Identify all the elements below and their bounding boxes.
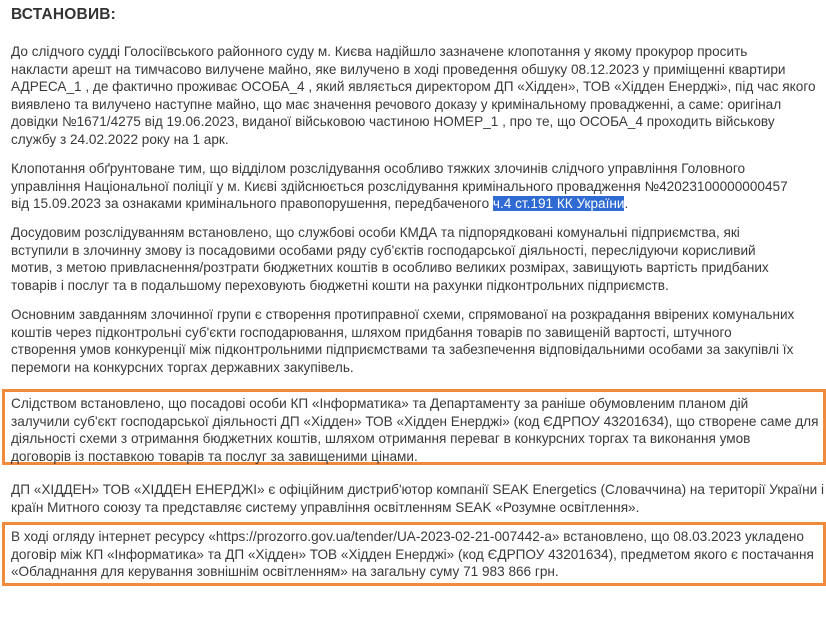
paragraph-4 bbox=[11, 306, 826, 376]
paragraph-1 bbox=[11, 43, 826, 148]
paragraph-line: залучили суб'єкт господарської діяльності ДП «Хідден» ТОВ «Хідден Енерджі» (код ЄДРПОУ 43201634), що створене саме для bbox=[11, 413, 819, 429]
paragraph-line: виявлено та вилучено наступне майно, що має значення речового доказу у кримінальному провадженні, а саме: оригінал bbox=[11, 96, 782, 112]
paragraph-line: Клопотання обґрунтоване тим, що відділом розслідування особливо тяжких злочинів слідчого управління Головного bbox=[11, 161, 746, 176]
paragraph-7 bbox=[11, 528, 826, 581]
paragraph-line: АДРЕСА_1 , де фактично проживає ОСОБА_4 , який являється директором ДП «Хідден», ТОВ «Хідден Енерджі», під час якого bbox=[11, 79, 816, 94]
paragraph-line: вступили в злочинну змову із посадовими особами ряду суб'єктів господарської діяльності, переслідуючи корисливий bbox=[11, 242, 756, 258]
paragraph-line: діяльності схеми з отримання бюджетних коштів, шляхом отримання переваг в конкурсних торгах та виконання умов bbox=[11, 431, 751, 446]
paragraph-line: службу з 24.02.2022 року на 1 арк. bbox=[11, 131, 229, 147]
paragraph-line: «Обладнання для керування зовнішнім освітленням» на загальну суму 71 983 866 грн. bbox=[11, 564, 559, 579]
paragraph-line: Основним завданням злочинної групи є створення протиправної схеми, спрямованої на розкрадання ввірених комунальних bbox=[11, 307, 795, 322]
paragraph-line: країн Митного союзу та представляє систему управління освітленням SEAK «Розумне освітлення». bbox=[11, 499, 640, 515]
paragraph-line: товарів і послуг та в подальшому переховують бюджетні кошти на рахунки підконтрольних підприємств. bbox=[11, 277, 669, 293]
paragraph-6 bbox=[11, 481, 826, 516]
paragraph-line-with-selection bbox=[11, 195, 826, 213]
paragraph-line: Слідством встановлено, що посадові особи КП «Інформатика» та Департаменту за раніше обумовленим планом дій bbox=[11, 396, 749, 411]
paragraph-line: накласти арешт на тимчасово вилучене майно, яке вилучено в ході проведення обшуку 08.12.2023 у приміщенні квартири bbox=[11, 61, 786, 77]
line-text: від 15.09.2023 за ознаками кримінального правопорушення, передбаченого bbox=[11, 196, 493, 211]
paragraph-line: До слідчого судді Голосіївського районного суду м. Києва надійшло зазначене клопотання у якому прокурор просить bbox=[11, 44, 748, 59]
paragraph-line: перемоги на конкурсних торгах державних закупівель. bbox=[11, 359, 354, 375]
paragraph-line: управління Національної поліції у м. Києві здійснюється розслідування кримінального провадження №42023100000000457 bbox=[11, 178, 788, 194]
paragraph-2 bbox=[11, 160, 826, 213]
paragraph-line: Досудовим розслідуванням встановлено, що службові особи КМДА та підпорядковані комунальні підприємства, які bbox=[11, 225, 740, 240]
paragraph-3 bbox=[11, 224, 826, 294]
paragraph-line: створення умов конкуренції між підконтрольними підприємствами та забезпечення відповідальними особами за закупівлі їх bbox=[11, 342, 794, 357]
paragraph-line: договорів із поставкою товарів та послуг за завищеними цінами. bbox=[11, 448, 418, 464]
paragraph-5 bbox=[11, 395, 826, 465]
heading: ВСТАНОВИВ: bbox=[11, 6, 117, 23]
paragraph-line: довідки №1671/4275 від 19.06.2023, виданої військовою частиною НОМЕР_1 , про те, що ОСОБА_4 проходить військову bbox=[11, 114, 775, 129]
selected-text-highlight[interactable]: ч.4 ст.191 КК України bbox=[492, 196, 625, 211]
paragraph-line: коштів через підконтрольні суб'єкти господарювання, шляхом придбання товарів по завищеній вартості, штучного bbox=[11, 324, 732, 340]
paragraph-line: договір між КП «Інформатика» та ДП «Хідден» ТОВ «Хідден Енерджі» (код ЄДРПОУ 43201634), предметом якого є постачання bbox=[11, 546, 814, 562]
line-text: . bbox=[624, 196, 629, 211]
paragraph-line: мотив, з метою привласнення/розтрати бюджетних коштів в особливо великих розмірах, завищують вартість придбаних bbox=[11, 260, 769, 275]
paragraph-line: ДП «ХІДДЕН» ТОВ «ХІДДЕН ЕНЕРДЖІ» є офіційним дистриб'ютор компанії SEAK Energetics (Словаччина) на території України і bbox=[11, 482, 825, 497]
paragraph-line: В ході огляду інтернет ресурсу «https://prozorro.gov.ua/tender/UA-2023-02-21-007442-a» встановлено, що 08.03.2023 укладено bbox=[11, 529, 804, 544]
